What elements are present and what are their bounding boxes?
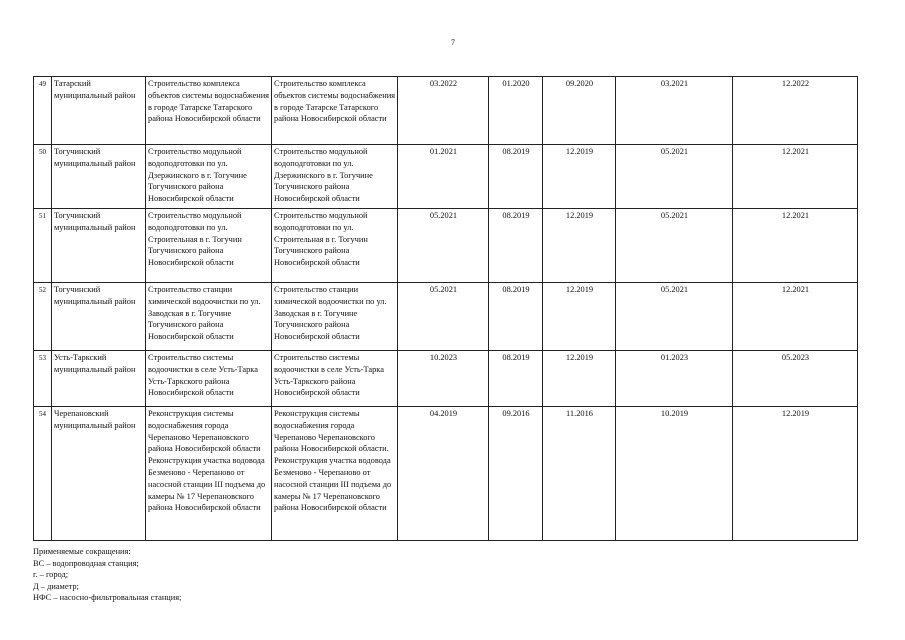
event-cell: Строительство модульной водоподготовки по ул. Дзержинского в г. Тогучине Тогучинского района Новосибирской области — [272, 145, 398, 209]
date-cell: 12.2019 — [543, 351, 616, 407]
district-cell: Тогучинский муниципальный район — [52, 145, 146, 209]
date-cell: 05.2021 — [398, 209, 489, 283]
row-number: 54 — [34, 407, 52, 541]
date-cell: 11.2016 — [543, 407, 616, 541]
abbreviation-item: г. – город; — [33, 570, 69, 580]
table-body — [34, 77, 858, 541]
date-cell: 08.2019 — [489, 283, 543, 351]
table-row — [34, 407, 858, 541]
district-cell: Тогучинский муниципальный район — [52, 209, 146, 283]
date-cell: 12.2019 — [733, 407, 858, 541]
date-cell: 12.2021 — [733, 209, 858, 283]
date-cell: 08.2019 — [489, 351, 543, 407]
table-row — [34, 145, 858, 209]
date-cell: 12.2022 — [733, 77, 858, 145]
table-row — [34, 351, 858, 407]
object-cell: Строительство станции химической водоочистки по ул. Заводская в г. Тогучине Тогучинского района Новосибирской области — [146, 283, 272, 351]
date-cell: 04.2019 — [398, 407, 489, 541]
district-cell: Черепановский муниципальный район — [52, 407, 146, 541]
date-cell: 10.2023 — [398, 351, 489, 407]
table-row — [34, 209, 858, 283]
abbreviation-item: ВС – водопроводная станция; — [33, 558, 139, 568]
date-cell: 03.2021 — [616, 77, 733, 145]
date-cell: 05.2023 — [733, 351, 858, 407]
abbreviation-item: НФС – насосно-фильтровальная станция; — [33, 593, 182, 603]
date-cell: 03.2022 — [398, 77, 489, 145]
table-row — [34, 283, 858, 351]
row-number: 51 — [34, 209, 52, 283]
projects-table — [33, 76, 858, 541]
object-cell: Реконструкция системы водоснабжения города Черепаново Черепановского района Новосибирской области Реконструкция участка водовода Безменово - Черепаново от насосной станции III подъема до камеры № 17 Черепановского района Новосибирской области — [146, 407, 272, 541]
row-number: 50 — [34, 145, 52, 209]
event-cell: Строительство системы водоочистки в селе Усть-Тарка Усть-Таркского района Новосибирской области — [272, 351, 398, 407]
table-row — [34, 77, 858, 145]
event-cell: Строительство комплекса объектов системы водоснабжения в городе Татарске Татарского района Новосибирской области — [272, 77, 398, 145]
district-cell: Тогучинский муниципальный район — [52, 283, 146, 351]
event-cell: Строительство станции химической водоочистки по ул. Заводская в г. Тогучине Тогучинского района Новосибирской области — [272, 283, 398, 351]
object-cell: Строительство модульной водоподготовки по ул. Строительная в г. Тогучин Тогучинского района Новосибирской области — [146, 209, 272, 283]
date-cell: 01.2021 — [398, 145, 489, 209]
date-cell: 12.2019 — [543, 283, 616, 351]
date-cell: 09.2020 — [543, 77, 616, 145]
date-cell: 09.2016 — [489, 407, 543, 541]
date-cell: 12.2019 — [543, 145, 616, 209]
district-cell: Усть-Таркский муниципальный район — [52, 351, 146, 407]
object-cell: Строительство системы водоочистки в селе Усть-Тарка Усть-Таркского района Новосибирской области — [146, 351, 272, 407]
date-cell: 12.2019 — [543, 209, 616, 283]
page-number: 7 — [451, 38, 455, 47]
date-cell: 05.2021 — [616, 209, 733, 283]
abbreviations-section — [33, 546, 181, 604]
row-number: 53 — [34, 351, 52, 407]
date-cell: 08.2019 — [489, 145, 543, 209]
date-cell: 12.2021 — [733, 283, 858, 351]
date-cell: 01.2023 — [616, 351, 733, 407]
date-cell: 12.2021 — [733, 145, 858, 209]
abbreviations-heading: Применяемые сокращения: — [33, 547, 131, 556]
date-cell: 05.2021 — [616, 283, 733, 351]
row-number: 52 — [34, 283, 52, 351]
date-cell: 08.2019 — [489, 209, 543, 283]
event-cell: Строительство модульной водоподготовки по ул. Строительная в г. Тогучин Тогучинского района Новосибирской области — [272, 209, 398, 283]
district-cell: Татарский муниципальный район — [52, 77, 146, 145]
abbreviation-item: Д – диаметр; — [33, 581, 79, 591]
event-cell: Реконструкция системы водоснабжения города Черепаново Черепановского района Новосибирской области. Реконструкция участка водовода Безменово - Черепаново от насосной станции III подъема до камеры № 17 Черепановского района Новосибирской области — [272, 407, 398, 541]
date-cell: 10.2019 — [616, 407, 733, 541]
object-cell: Строительство комплекса объектов системы водоснабжения в городе Татарске Татарского района Новосибирской области — [146, 77, 272, 145]
object-cell: Строительство модульной водоподготовки по ул. Дзержинского в г. Тогучине Тогучинского района Новосибирской области — [146, 145, 272, 209]
date-cell: 05.2021 — [398, 283, 489, 351]
date-cell: 05.2021 — [616, 145, 733, 209]
date-cell: 01.2020 — [489, 77, 543, 145]
row-number: 49 — [34, 77, 52, 145]
